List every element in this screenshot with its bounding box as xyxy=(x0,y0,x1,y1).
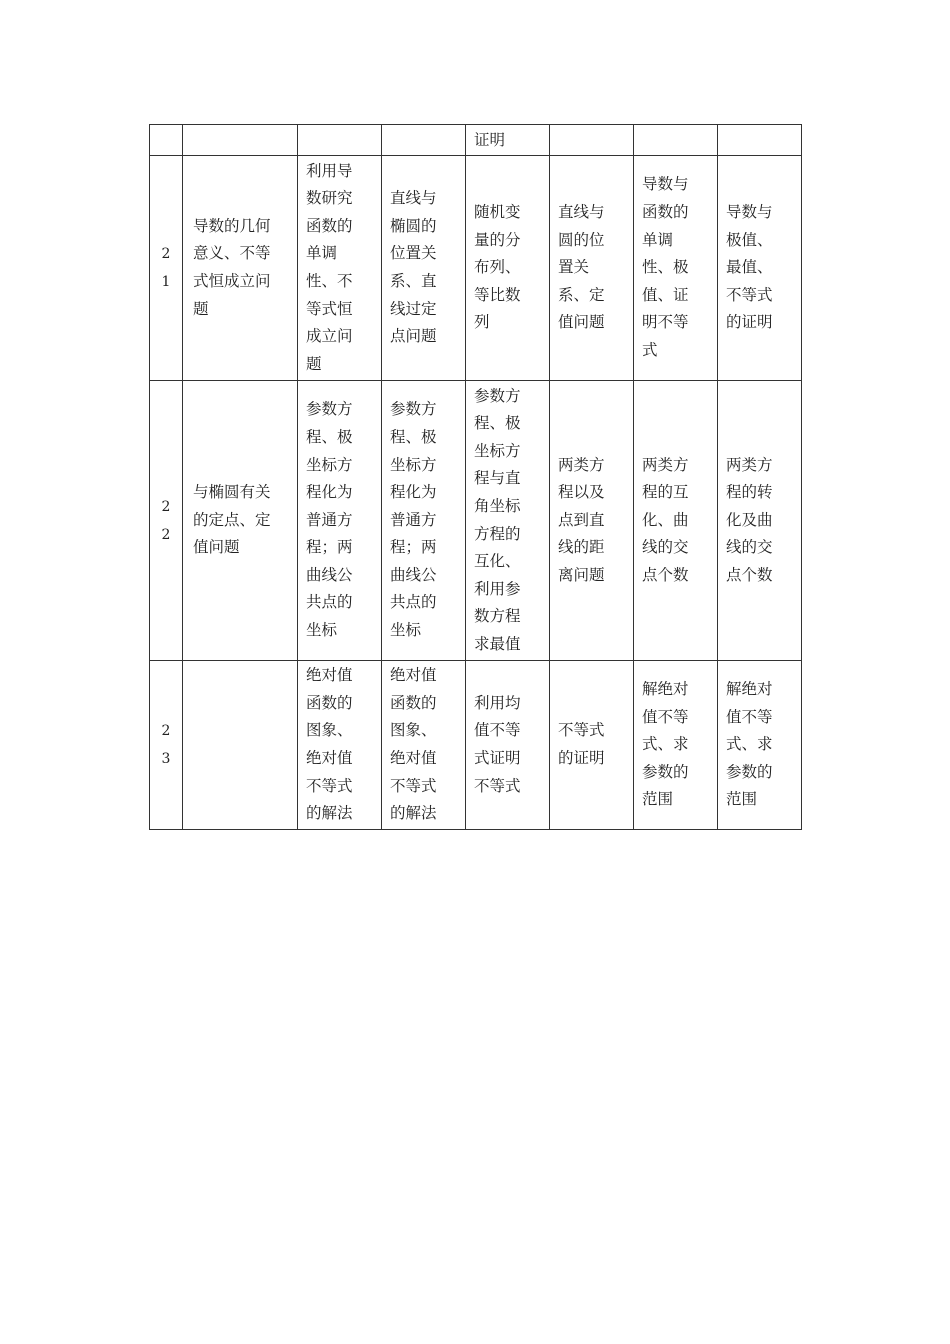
question-number-cell: 2 1 xyxy=(150,156,183,381)
topic-cell: 与椭圆有关 的定点、定 值问题 xyxy=(183,381,298,661)
table-cell xyxy=(634,125,718,156)
table-cell: 随机变 量的分 布列、 等比数 列 xyxy=(466,156,550,381)
table-cell: 绝对值 函数的 图象、 绝对值 不等式 的解法 xyxy=(298,661,382,830)
table-cell: 解绝对 值不等 式、求 参数的 范围 xyxy=(718,661,802,830)
table-row xyxy=(150,156,802,381)
table-cell: 导数与 函数的 单调 性、极 值、证 明不等 式 xyxy=(634,156,718,381)
table-cell: 直线与 椭圆的 位置关 系、直 线过定 点问题 xyxy=(382,156,466,381)
table-cell: 参数方 程、极 坐标方 程与直 角坐标 方程的 互化、 利用参 数方程 求最值 xyxy=(466,381,550,661)
table-cell xyxy=(382,125,466,156)
question-number-cell: 2 3 xyxy=(150,661,183,830)
exam-topic-table xyxy=(149,124,802,830)
topic-cell xyxy=(183,125,298,156)
table-row xyxy=(150,125,802,156)
table-cell: 参数方 程、极 坐标方 程化为 普通方 程；两 曲线公 共点的 坐标 xyxy=(382,381,466,661)
table-cell: 直线与 圆的位 置关 系、定 值问题 xyxy=(550,156,634,381)
table-cell: 两类方 程的转 化及曲 线的交 点个数 xyxy=(718,381,802,661)
table-cell: 证明 xyxy=(466,125,550,156)
topic-cell xyxy=(183,661,298,830)
table-cell: 解绝对 值不等 式、求 参数的 范围 xyxy=(634,661,718,830)
table-cell: 利用均 值不等 式证明 不等式 xyxy=(466,661,550,830)
table-cell: 不等式 的证明 xyxy=(550,661,634,830)
table-cell: 两类方 程以及 点到直 线的距 离问题 xyxy=(550,381,634,661)
table-row xyxy=(150,661,802,830)
table-cell xyxy=(298,125,382,156)
table-cell: 导数与 极值、 最值、 不等式 的证明 xyxy=(718,156,802,381)
question-number-cell: 2 2 xyxy=(150,381,183,661)
table-cell: 利用导 数研究 函数的 单调 性、不 等式恒 成立问 题 xyxy=(298,156,382,381)
table-cell: 绝对值 函数的 图象、 绝对值 不等式 的解法 xyxy=(382,661,466,830)
table-row xyxy=(150,381,802,661)
question-number-cell xyxy=(150,125,183,156)
table-cell xyxy=(718,125,802,156)
table-cell: 参数方 程、极 坐标方 程化为 普通方 程；两 曲线公 共点的 坐标 xyxy=(298,381,382,661)
topic-cell: 导数的几何 意义、不等 式恒成立问 题 xyxy=(183,156,298,381)
table-cell: 两类方 程的互 化、曲 线的交 点个数 xyxy=(634,381,718,661)
table-cell xyxy=(550,125,634,156)
